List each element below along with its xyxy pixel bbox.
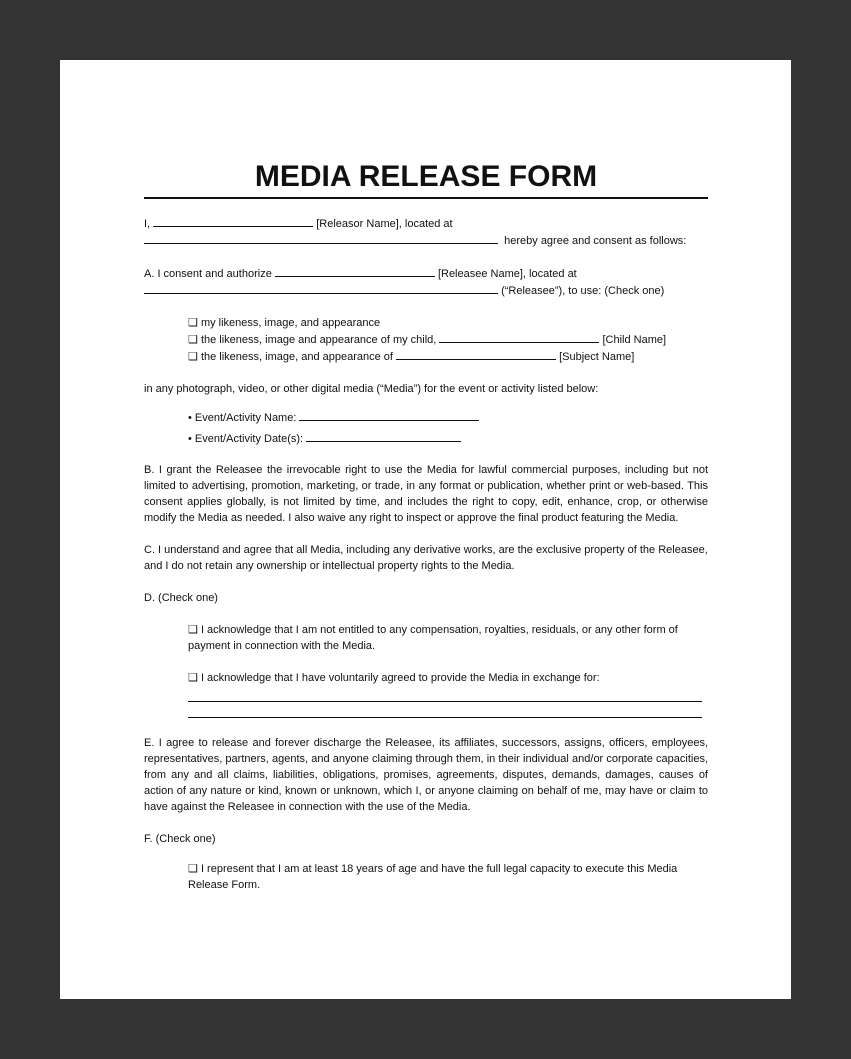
section-f-heading: F. (Check one) (144, 833, 216, 845)
checkbox-icon[interactable]: ❑ (188, 351, 198, 363)
checkbox-icon[interactable]: ❑ (188, 863, 198, 875)
consent-text: hereby agree and consent as follows: (504, 235, 687, 247)
releasee-label: [Releasee Name], located at (437, 268, 577, 280)
option-text: the likeness, image and appearance of my child, (200, 334, 437, 346)
section-f-option-1[interactable] (144, 861, 708, 893)
use-text: (“Releasee”), to use: (Check one) (501, 285, 665, 297)
option-child-likeness[interactable] (188, 331, 708, 348)
form-title: MEDIA RELEASE FORM (144, 160, 708, 199)
option-subject-likeness[interactable] (188, 348, 708, 365)
event-date-item (144, 429, 708, 450)
event-date-label: Event/Activity Date(s): (194, 433, 304, 445)
section-a-line-1 (144, 265, 708, 282)
option-text: my likeness, image, and appearance (200, 317, 381, 329)
checkbox-icon[interactable]: ❑ (188, 672, 198, 684)
releasor-label: [Releasor Name], located at (316, 218, 453, 230)
checkbox-icon[interactable]: ❑ (188, 334, 198, 346)
section-a-prefix: A. I consent and authorize (144, 268, 272, 280)
exchange-blank-line-2[interactable] (188, 702, 702, 718)
intro-line-2 (144, 232, 708, 249)
exchange-blank-line-1[interactable] (188, 686, 702, 702)
event-name-item (144, 408, 708, 429)
releasee-name-blank[interactable] (275, 265, 435, 277)
intro-prefix: I, (144, 218, 151, 230)
event-name-blank[interactable] (299, 409, 479, 421)
section-a-options (144, 315, 708, 365)
subject-name-blank[interactable] (396, 348, 556, 360)
bullet-icon: • (188, 412, 192, 424)
releasee-address-blank[interactable] (144, 282, 498, 294)
section-e: E. I agree to release and forever discharge the Releasee, its affiliates, successors, assigns, officers, employees, representatives, partners, agents, and anyone claiming through them, in their individual and/or corporate capacities, from any and all claims, liabilities, obligations, promises, agreements, disputes, demands, damages, causes of action of any nature or kind, known or unknown, which I, or anyone claiming on behalf of me, may have or claim to have against the Releasee in connection with the use of the Media. (144, 737, 708, 813)
option-text: I acknowledge that I have voluntarily agreed to provide the Media in exchange for: (200, 672, 600, 684)
checkbox-icon[interactable]: ❑ (188, 624, 198, 636)
option-text: I represent that I am at least 18 years of age and have the full legal capacity to execute this Media Release Form. (188, 863, 678, 891)
releasor-address-blank[interactable] (144, 232, 498, 244)
checkbox-icon[interactable]: ❑ (188, 317, 198, 329)
intro-line-1 (144, 215, 708, 232)
section-d-option-2[interactable] (144, 670, 708, 686)
option-text: I acknowledge that I am not entitled to any compensation, royalties, residuals, or any other form of payment in connection with the Media. (188, 624, 678, 652)
event-date-blank[interactable] (306, 430, 461, 442)
section-d-heading: D. (Check one) (144, 592, 218, 604)
child-name-blank[interactable] (439, 331, 599, 343)
document-content (144, 160, 708, 893)
bullet-icon: • (188, 433, 192, 445)
releasor-name-blank[interactable] (153, 215, 313, 227)
option-text: the likeness, image, and appearance of (200, 351, 393, 363)
section-a-line-2 (144, 282, 708, 299)
option-own-likeness[interactable] (188, 315, 708, 331)
child-name-label: [Child Name] (602, 334, 667, 346)
document-page (60, 60, 791, 999)
section-b: B. I grant the Releasee the irrevocable right to use the Media for lawful commercial purposes, including but not limited to advertising, promotion, marketing, or trade, in any format or publication, whether print or web-based. This consent applies globally, is not limited by time, and includes the right to copy, edit, enhance, crop, or otherwise modify the Media as needed. I also waive any right to inspect or approve the final product featuring the Media. (144, 464, 708, 524)
subject-name-label: [Subject Name] (559, 351, 635, 363)
media-text: in any photograph, video, or other digital media (“Media”) for the event or activity listed below: (144, 383, 599, 395)
section-d-option-1[interactable] (144, 622, 708, 654)
event-name-label: Event/Activity Name: (194, 412, 297, 424)
section-c: C. I understand and agree that all Media, including any derivative works, are the exclusive property of the Releasee, and I do not retain any ownership or intellectual property rights to the Media. (144, 544, 708, 572)
